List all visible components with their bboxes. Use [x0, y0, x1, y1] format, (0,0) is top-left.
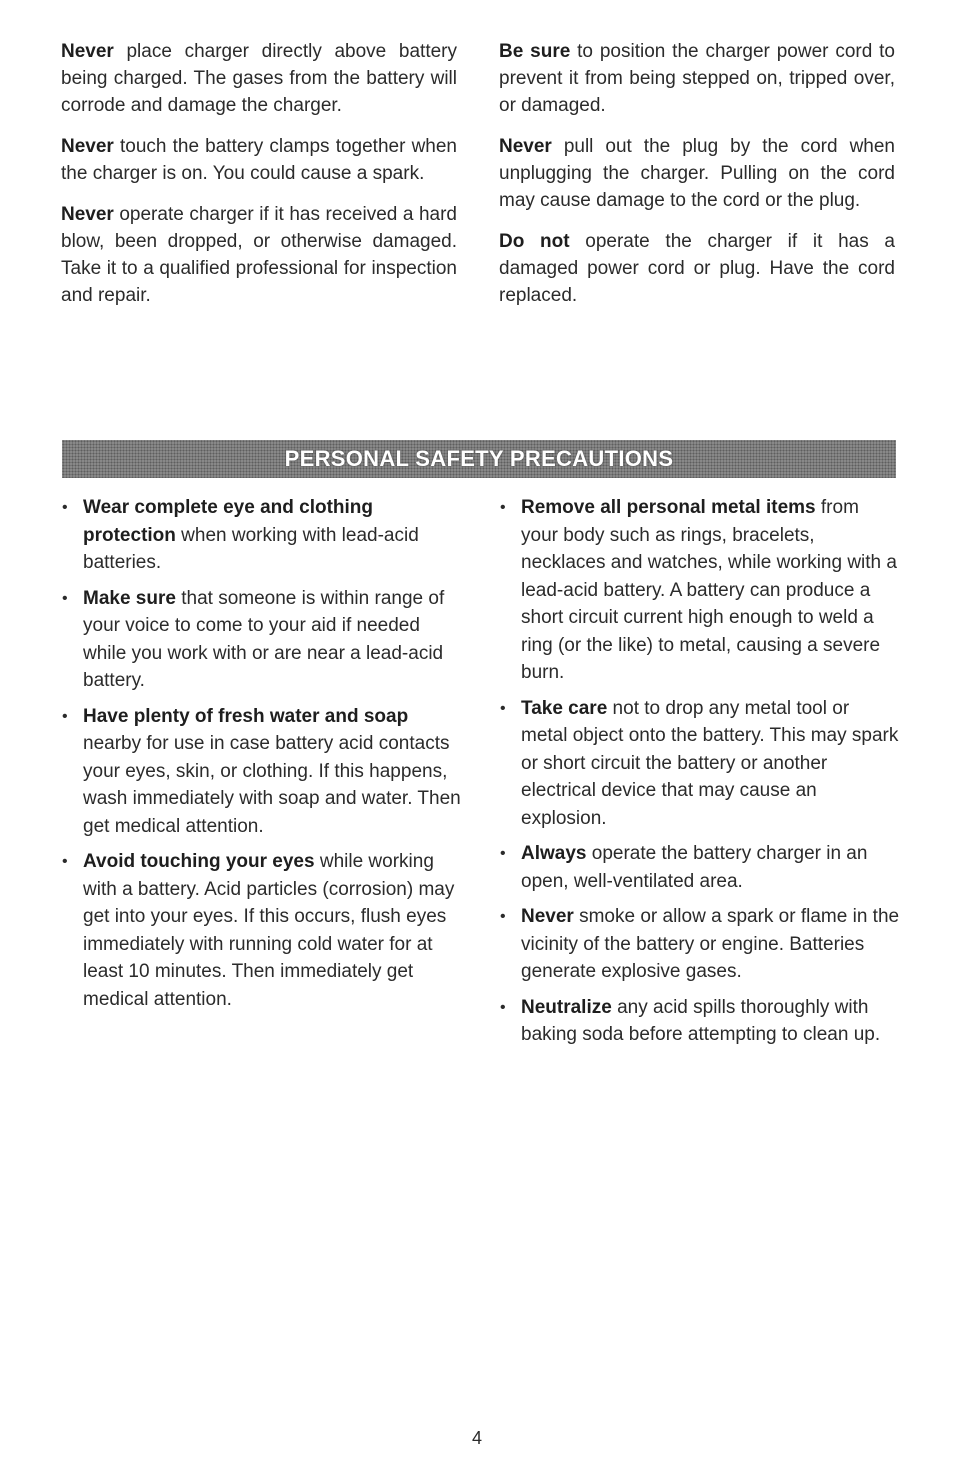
item-text: from your body such as rings, bracelets, necklaces and watches, while working with a lead-acid battery. A battery can produce a short circuit current high enough to weld a ring (or the like) to metal, causing a severe burn.	[521, 497, 897, 683]
warning-lead: Do not	[499, 231, 570, 252]
section-banner	[62, 440, 896, 478]
warning-text: touch the battery clamps together when the charger is on. You could cause a spark.	[61, 136, 457, 184]
item-lead: Avoid touching your eyes	[83, 851, 315, 872]
warning-text: place charger directly above battery being charged. The gases from the battery will corrode and damage the charger.	[61, 41, 457, 116]
warning-paragraph	[499, 133, 895, 214]
warning-paragraph	[61, 38, 457, 119]
warning-lead: Never	[499, 136, 552, 157]
list-item	[500, 840, 900, 895]
item-lead: Wear complete eye and clothing protection	[83, 497, 374, 546]
list-item	[62, 848, 462, 1013]
item-lead: Make sure	[83, 587, 176, 609]
bullet-icon: •	[500, 998, 506, 1016]
bullet-icon: •	[62, 499, 68, 516]
warning-text: pull out the plug by the cord when unplugging the charger. Pulling on the cord may cause damage to the cord or the plug.	[499, 136, 895, 211]
item-lead: Have plenty of fresh water and soap	[83, 705, 409, 727]
item-text: when working with lead-acid batteries.	[83, 524, 419, 573]
bullet-icon: •	[62, 589, 68, 607]
item-text: nearby for use in case battery acid contacts your eyes, skin, or clothing. If this happens, wash immediately with soap and water. Then get medical attention.	[83, 733, 461, 837]
list-item	[500, 494, 900, 687]
precautions-list	[62, 494, 462, 1013]
list-item	[62, 585, 462, 695]
warning-paragraph	[499, 38, 895, 119]
warning-lead: Never	[61, 41, 114, 62]
item-lead: Neutralize	[521, 996, 612, 1018]
precautions-column-right	[500, 494, 900, 1057]
bullet-icon: •	[500, 499, 506, 516]
bullet-icon: •	[500, 699, 506, 717]
list-item	[500, 994, 900, 1049]
item-lead: Never	[521, 906, 574, 927]
bullet-icon: •	[62, 707, 68, 725]
bullet-icon: •	[500, 908, 506, 925]
item-text: operate the battery charger in an open, well-ventilated area.	[521, 843, 868, 892]
warnings-column-right	[499, 38, 895, 323]
section-title: PERSONAL SAFETY PRECAUTIONS	[284, 446, 674, 471]
precautions-column-left	[62, 494, 462, 1021]
item-lead: Always	[521, 843, 587, 864]
list-item	[500, 695, 900, 833]
warning-paragraph	[499, 228, 895, 309]
warnings-column-left	[61, 38, 457, 323]
warning-lead: Never	[61, 204, 114, 225]
warning-text: operate charger if it has received a hard blow, been dropped, or otherwise damaged. Take it to a qualified professional for inspection and repair.	[61, 204, 457, 306]
warning-text: to position the charger power cord to prevent it from being stepped on, tripped over, or damaged.	[499, 41, 895, 116]
item-text: any acid spills thoroughly with baking soda before attempting to clean up.	[521, 996, 881, 1045]
list-item	[62, 494, 462, 577]
bullet-icon: •	[500, 845, 506, 862]
warning-paragraph	[61, 201, 457, 309]
bullet-icon: •	[62, 853, 68, 870]
item-lead: Remove all personal metal items	[521, 497, 816, 518]
item-text: that someone is within range of your voice to come to your aid if needed while you work with or are near a lead-acid battery.	[83, 587, 445, 691]
item-lead: Take care	[521, 697, 608, 719]
precautions-list	[500, 494, 900, 1049]
item-text: smoke or allow a spark or flame in the vicinity of the battery or engine. Batteries generate explosive gases.	[521, 906, 900, 982]
warning-lead: Never	[61, 136, 114, 157]
list-item	[500, 903, 900, 986]
page-number: 4	[471, 1428, 482, 1448]
item-text: not to drop any metal tool or metal object onto the battery. This may spark or short circuit the battery or another electrical device that may cause an explosion.	[521, 697, 899, 829]
warning-lead: Be sure	[499, 41, 571, 62]
item-text: while working with a battery. Acid particles (corrosion) may get into your eyes. If this occurs, flush eyes immediately with running cold water for at least 10 minutes. Then immediately get medical attention.	[83, 851, 455, 1010]
warning-paragraph	[61, 133, 457, 187]
warning-text: operate the charger if it has a damaged power cord or plug. Have the cord replaced.	[499, 231, 895, 306]
list-item	[62, 703, 462, 841]
